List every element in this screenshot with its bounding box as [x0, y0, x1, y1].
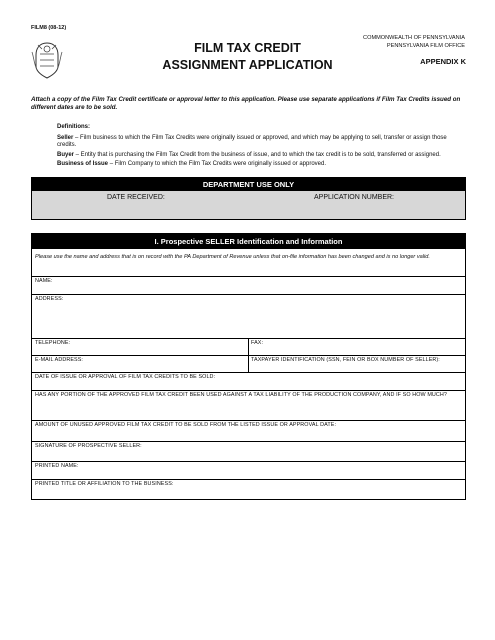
email-field[interactable]: E-MAIL ADDRESS: — [35, 357, 84, 363]
definitions — [57, 124, 467, 171]
date-received-label: DATE RECEIVED: — [107, 194, 165, 201]
title-line-2: ASSIGNMENT APPLICATION — [162, 58, 333, 72]
title-line-1: FILM TAX CREDIT — [194, 41, 301, 55]
definition-seller: Seller – Film business to which the Film Tax Credits were originally issued or approved, and which may be applying to sell, transfer or assign those credits. — [57, 134, 447, 149]
seller-section — [31, 233, 466, 500]
appendix-label: APPENDIX K — [420, 57, 466, 66]
name-field[interactable]: NAME: — [35, 278, 53, 284]
department-heading: DEPARTMENT USE ONLY — [32, 178, 465, 191]
address-field[interactable]: ADDRESS: — [35, 296, 64, 302]
seller-heading: I. Prospective SELLER Identification and Information — [32, 234, 465, 249]
definition-business-of-issue: Business of Issue – Film Company to which the Film Tax Credits were originally issued or approved. — [57, 161, 327, 168]
application-number-label: APPLICATION NUMBER: — [314, 194, 394, 201]
department-use-box — [31, 177, 466, 220]
pennsylvania-seal-icon — [30, 40, 64, 80]
date-of-issue-field[interactable]: DATE OF ISSUE OR APPROVAL OF FILM TAX CREDITS TO BE SOLD: — [35, 374, 216, 380]
taxpayer-id-field[interactable]: TAXPAYER IDENTIFICATION (SSN, FEIN OR BOX NUMBER OF SELLER): — [251, 357, 440, 363]
definitions-heading: Definitions: — [57, 124, 90, 130]
agency-line-2: PENNSYLVANIA FILM OFFICE — [386, 43, 465, 49]
liability-question-field[interactable]: HAS ANY PORTION OF THE APPROVED FILM TAX CREDIT BEEN USED AGAINST A TAX LIABILITY OF THE PRODUCTION COMPANY, AND IF SO HOW MUCH? — [35, 392, 447, 398]
unused-amount-field[interactable]: AMOUNT OF UNUSED APPROVED FILM TAX CREDIT TO BE SOLD FROM THE LISTED ISSUE OR APPROVAL DATE: — [35, 422, 337, 428]
telephone-field[interactable]: TELEPHONE: — [35, 340, 71, 346]
attach-instructions: Attach a copy of the Film Tax Credit certificate or approval letter to this application. Please use separate applications if Film Tax Credits issued on different dates are to be sold. — [31, 96, 461, 111]
form-number: FILM8 (08-12) — [31, 25, 67, 31]
seller-intro: Please use the name and address that is on record with the PA Department of Revenue unless that on-file information has been changed and is no longer valid. — [35, 254, 430, 260]
printed-title-field[interactable]: PRINTED TITLE OR AFFILIATION TO THE BUSINESS: — [35, 481, 174, 487]
agency-name — [310, 34, 465, 50]
signature-field[interactable]: SIGNATURE OF PROSPECTIVE SELLER: — [35, 443, 142, 449]
printed-name-field[interactable]: PRINTED NAME: — [35, 463, 79, 469]
definition-buyer: Buyer – Entity that is purchasing the Film Tax Credit from the business of issue, and to which the tax credit is to be sold, transferred or assigned. — [57, 151, 441, 158]
agency-line-1: COMMONWEALTH OF PENNSYLVANIA — [363, 35, 465, 41]
fax-field[interactable]: FAX: — [251, 340, 264, 346]
